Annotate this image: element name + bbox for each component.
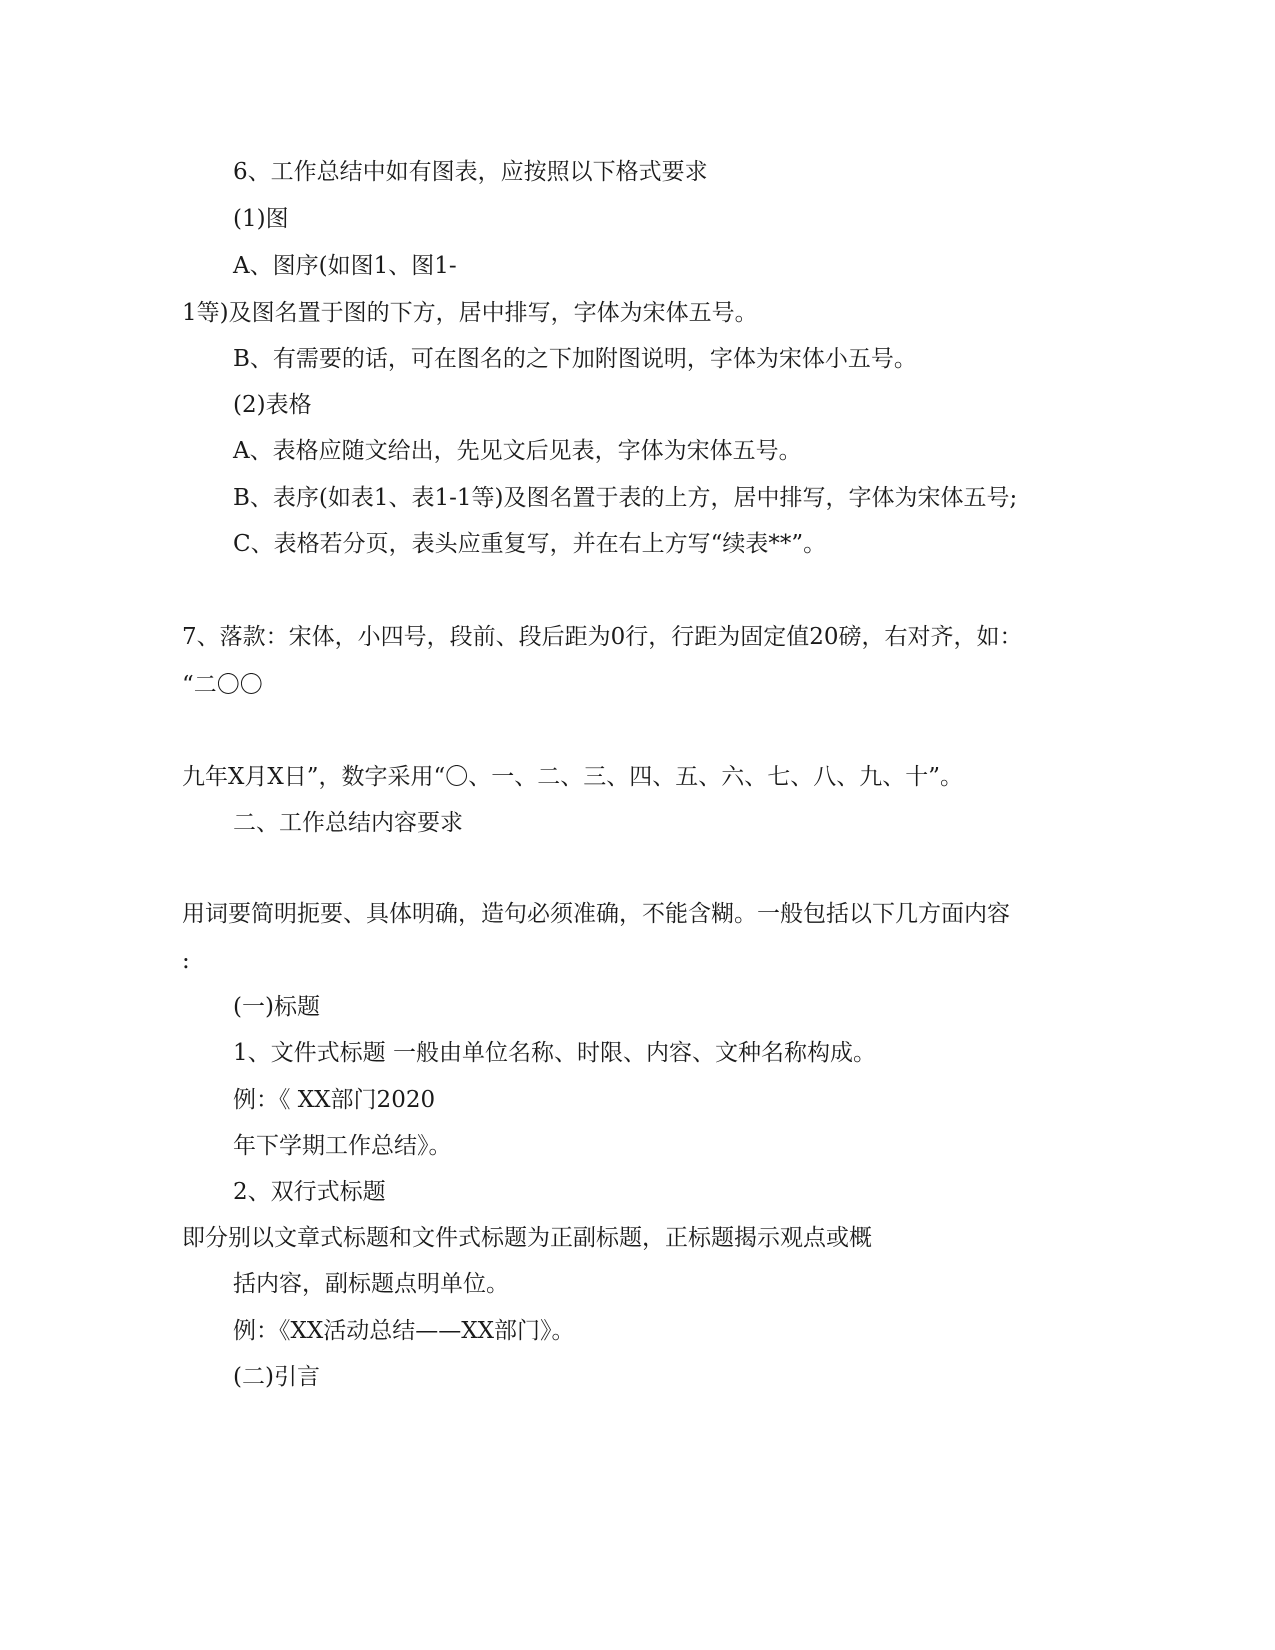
text-line: 年下学期工作总结》。 (233, 1133, 452, 1159)
text-line: (2)表格 (233, 392, 312, 418)
text-line: 用词要简明扼要、具体明确，造句必须准确，不能含糊。一般包括以下几方面内容 (182, 901, 1010, 927)
text-line: 1等)及图名置于图的下方，居中排写，字体为宋体五号。 (182, 300, 758, 326)
text-line: 1、文件式标题 一般由单位名称、时限、内容、文种名称构成。 (233, 1040, 876, 1066)
text-line: B、表序(如表1、表1-1等)及图名置于表的上方，居中排写，字体为宋体五号; (233, 485, 1018, 511)
text-line: “二〇〇 (182, 672, 263, 698)
text-line: 二、工作总结内容要求 (233, 810, 463, 836)
text-line: C、表格若分页，表头应重复写，并在右上方写“续表**”。 (233, 531, 827, 557)
text-line: 九年X月X日”，数字采用“〇、一、二、三、四、五、六、七、八、九、十”。 (182, 764, 964, 790)
text-line: 括内容，副标题点明单位。 (233, 1271, 509, 1297)
text-line: 6、工作总结中如有图表，应按照以下格式要求 (233, 159, 708, 185)
text-line: (一)标题 (233, 994, 320, 1020)
text-line: 2、双行式标题 (233, 1179, 386, 1205)
text-line: 7、落款：宋体，小四号，段前、段后距为0行，行距为固定值20磅，右对齐，如： (182, 624, 1023, 650)
text-line: : (182, 948, 190, 974)
text-line: 例：《 XX部门2020 (233, 1087, 436, 1113)
text-line: B、有需要的话，可在图名的之下加附图说明，字体为宋体小五号。 (233, 346, 917, 372)
text-line: (二)引言 (233, 1364, 320, 1390)
text-line: A、表格应随文给出，先见文后见表，字体为宋体五号。 (233, 438, 802, 464)
text-line: A、图序(如图1、图1- (233, 253, 457, 279)
text-line: 例：《XX活动总结——XX部门》。 (233, 1318, 575, 1344)
text-line: 即分别以文章式标题和文件式标题为正副标题，正标题揭示观点或概 (182, 1225, 872, 1251)
text-line: (1)图 (233, 206, 289, 232)
